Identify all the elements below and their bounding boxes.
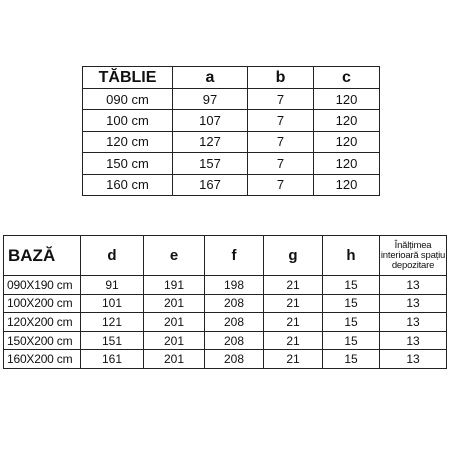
baza-header-f: f xyxy=(205,236,264,276)
tablie-table xyxy=(82,66,380,196)
table-cell: 120 xyxy=(314,153,380,174)
table-cell: 101 xyxy=(81,294,144,313)
tablie-title: TĂBLIE xyxy=(83,67,173,89)
table-cell: 13 xyxy=(380,331,447,350)
table-cell: 151 xyxy=(81,331,144,350)
row-label: 090 cm xyxy=(83,89,173,110)
table-cell: 191 xyxy=(144,276,205,295)
table-cell: 97 xyxy=(173,89,248,110)
table-cell: 15 xyxy=(323,276,380,295)
table-cell: 208 xyxy=(205,313,264,332)
row-label: 100X200 cm xyxy=(4,294,81,313)
table-cell: 120 xyxy=(314,89,380,110)
tablie-header-row xyxy=(83,67,380,89)
table-cell: 201 xyxy=(144,294,205,313)
row-label: 150 cm xyxy=(83,153,173,174)
table-cell: 7 xyxy=(248,110,314,131)
table-row xyxy=(4,331,447,350)
table-cell: 21 xyxy=(264,313,323,332)
table-cell: 121 xyxy=(81,313,144,332)
table-cell: 120 xyxy=(314,131,380,152)
row-label: 090X190 cm xyxy=(4,276,81,295)
table-cell: 198 xyxy=(205,276,264,295)
table-cell: 21 xyxy=(264,294,323,313)
tablie-header-c: c xyxy=(314,67,380,89)
table-cell: 7 xyxy=(248,174,314,195)
table-cell: 157 xyxy=(173,153,248,174)
table-cell: 167 xyxy=(173,174,248,195)
table-row xyxy=(83,110,380,131)
table-cell: 208 xyxy=(205,350,264,369)
row-label: 150X200 cm xyxy=(4,331,81,350)
row-label: 160X200 cm xyxy=(4,350,81,369)
table-cell: 201 xyxy=(144,350,205,369)
tablie-header-a: a xyxy=(173,67,248,89)
table-cell: 15 xyxy=(323,313,380,332)
table-cell: 127 xyxy=(173,131,248,152)
table-cell: 107 xyxy=(173,110,248,131)
table-cell: 201 xyxy=(144,313,205,332)
baza-header-row xyxy=(4,236,447,276)
table-row xyxy=(4,294,447,313)
table-cell: 15 xyxy=(323,331,380,350)
table-cell: 15 xyxy=(323,294,380,313)
baza-header-g: g xyxy=(264,236,323,276)
row-label: 160 cm xyxy=(83,174,173,195)
table-cell: 161 xyxy=(81,350,144,369)
table-cell: 13 xyxy=(380,350,447,369)
table-row xyxy=(4,276,447,295)
table-row xyxy=(83,89,380,110)
table-cell: 21 xyxy=(264,331,323,350)
table-cell: 21 xyxy=(264,276,323,295)
row-label: 120X200 cm xyxy=(4,313,81,332)
table-row xyxy=(83,153,380,174)
table-cell: 7 xyxy=(248,131,314,152)
table-row xyxy=(83,131,380,152)
baza-header-e: e xyxy=(144,236,205,276)
tablie-header-b: b xyxy=(248,67,314,89)
table-cell: 7 xyxy=(248,89,314,110)
baza-table xyxy=(3,235,447,369)
table-cell: 7 xyxy=(248,153,314,174)
table-cell: 13 xyxy=(380,276,447,295)
baza-title: BAZĂ xyxy=(4,236,81,276)
table-cell: 208 xyxy=(205,294,264,313)
table-row xyxy=(4,313,447,332)
table-cell: 120 xyxy=(314,174,380,195)
table-row xyxy=(83,174,380,195)
table-cell: 15 xyxy=(323,350,380,369)
table-row xyxy=(4,350,447,369)
table-cell: 201 xyxy=(144,331,205,350)
table-cell: 13 xyxy=(380,313,447,332)
row-label: 120 cm xyxy=(83,131,173,152)
baza-header-d: d xyxy=(81,236,144,276)
table-cell: 91 xyxy=(81,276,144,295)
table-cell: 13 xyxy=(380,294,447,313)
baza-header-storage-height: Înălțimea interioară spațiu depozitare xyxy=(380,236,447,276)
baza-header-h: h xyxy=(323,236,380,276)
table-cell: 208 xyxy=(205,331,264,350)
row-label: 100 cm xyxy=(83,110,173,131)
table-cell: 120 xyxy=(314,110,380,131)
table-cell: 21 xyxy=(264,350,323,369)
